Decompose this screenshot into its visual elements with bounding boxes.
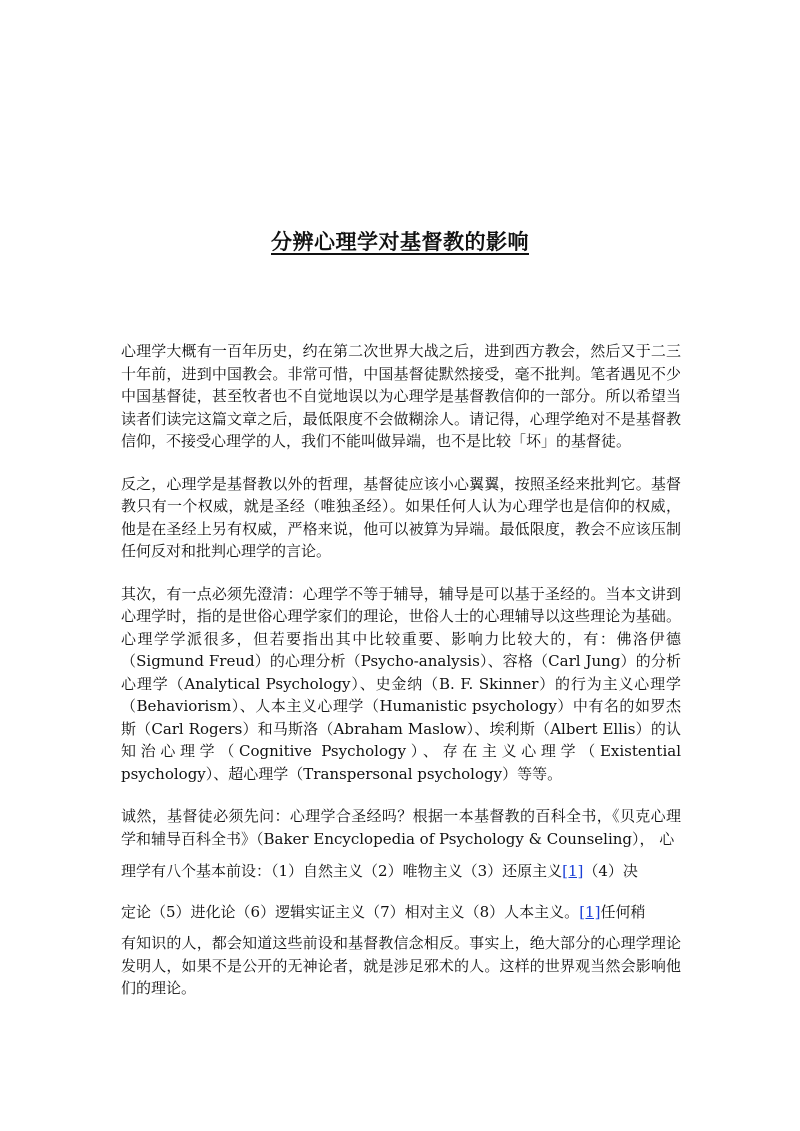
- paragraph-2: 反之，心理学是基督教以外的哲理，基督徒应该小心翼翼，按照圣经来批判它。基督教只有一个权威，就是圣经（唯独圣经）。如果任何人认为心理学也是信仰的权威，他是在圣经上另有权威，严格来说，他可以被算为异端。最低限度，教会不应该压制任何反对和批判心理学的言论。: [121, 474, 681, 560]
- page-title: 分辨心理学对基督教的影响: [271, 229, 529, 254]
- paragraph-3: 其次，有一点必须先澄清：心理学不等于辅导，辅导是可以基于圣经的。当本文讲到心理学时，指的是世俗心理学家们的理论，世俗人士的心理辅导以这些理论为基础。心理学学派很多，但若要指出其中比较重要、影响力比较大的，有：佛洛伊德（Sigmund Freud）的心理分析（Psycho-analysis）、容格（Carl Jung）的分析心理学（Analytical Psychology）、史金纳（B. F. Skinner）的行为主义心理学（Behaviorism）、人本主义心理学（Humanistic psychology）中有名的如罗杰斯（Carl Rogers）和马斯洛（Abraham Maslow）、埃利斯（Albert Ellis）的认知治心理学（Cognitive Psychology）、存在主义心理学（Existential psychology）、超心理学（Transpersonal psychology）等等。: [121, 584, 681, 783]
- paragraph-4-text-b: （4）决: [583, 862, 638, 880]
- paragraph-4: [121, 805, 681, 1000]
- document-body: [121, 340, 681, 1020]
- paragraph-4-text-d: 任何稍: [600, 903, 646, 921]
- paragraph-1: 心理学大概有一百年历史，约在第二次世界大战之后，进到西方教会，然后又于二三十年前，进到中国教会。非常可惜，中国基督徒默然接受，毫不批判。笔者遇见不少中国基督徒，甚至牧者也不自觉地误以为心理学是基督教信仰的一部分。所以希望当读者们读完这篇文章之后，最低限度不会做糊涂人。请记得，心理学绝对不是基督教信仰，不接受心理学的人，我们不能叫做异端，也不是比较「坏」的基督徒。: [121, 342, 681, 450]
- paragraph-4-text-c: 定论（5）进化论（6）逻辑实证主义（7）相对主义（8）人本主义。: [121, 903, 580, 921]
- paragraph-4-rest: 有知识的人，都会知道这些前设和基督教信念相反。事实上，绝大部分的心理学理论发明人，如果不是公开的无神论者，就是涉足邪术的人。这样的世界观当然会影响他们的理论。: [121, 934, 681, 997]
- paragraph-4-line-3: [121, 892, 681, 932]
- paragraph-4-text-a: 理学有八个基本前设：（1）自然主义（2）唯物主义（3）还原主义: [121, 862, 563, 880]
- footnote-ref-link[interactable]: [1]: [579, 903, 601, 921]
- paragraph-4-line-2: [121, 850, 681, 892]
- footnote-ref-link[interactable]: [1]: [562, 862, 584, 880]
- paragraph-4-line-1: 诚然，基督徒必须先问：心理学合圣经吗？根据一本基督教的百科全书，《贝克心理学和辅导百科全书》（Baker Encyclopedia of Psychology & Counseling）， 心: [121, 807, 681, 848]
